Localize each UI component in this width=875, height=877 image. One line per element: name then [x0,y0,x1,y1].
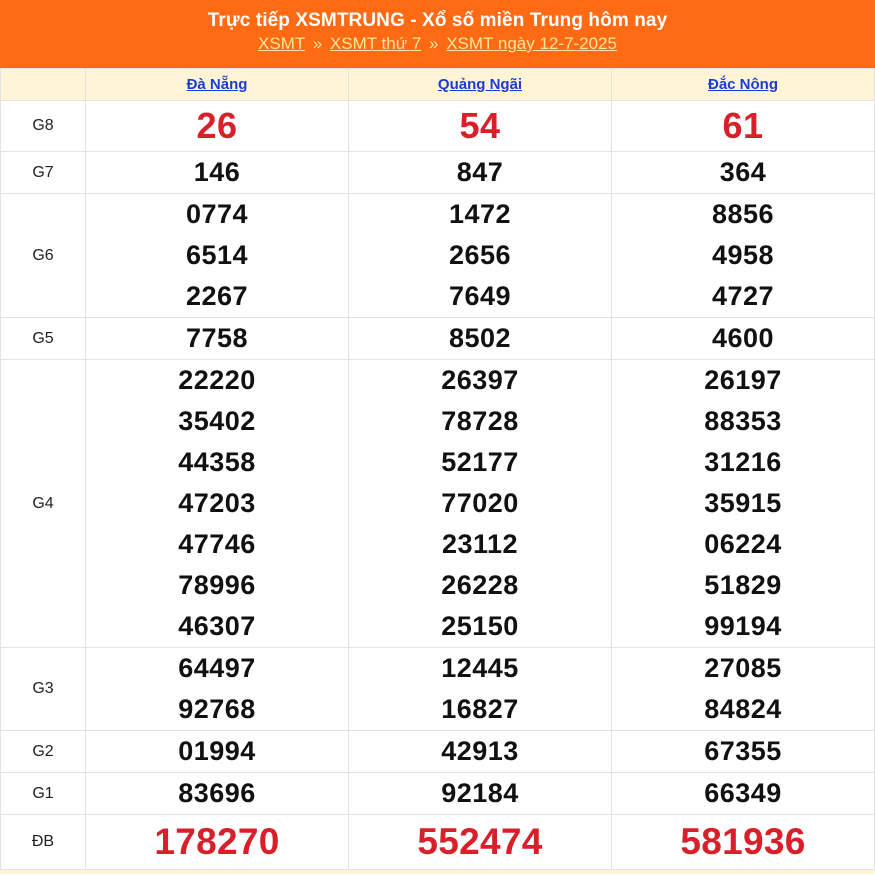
prize-cell [86,194,349,318]
winning-number: 364 [719,157,767,187]
winning-number: 31216 [704,447,782,477]
winning-number: 581936 [680,821,806,862]
province-link-quang-ngai[interactable]: Quảng Ngãi [437,76,523,93]
prize-cell [86,731,349,773]
prize-cell [612,773,875,815]
breadcrumb-separator: » [429,34,439,53]
prize-cell [86,152,349,194]
prize-cell [349,152,612,194]
winning-number: 99194 [704,611,782,641]
prize-cell [349,648,612,731]
winning-number: 26 [196,105,238,146]
winning-number: 92768 [178,694,256,724]
prize-cell [86,360,349,648]
winning-number: 47746 [178,529,256,559]
province-header [86,69,349,101]
winning-number: 16827 [441,694,519,724]
winning-number: 78996 [178,570,256,600]
table-footer-strip [0,870,875,874]
winning-number: 847 [456,157,504,187]
winning-number: 52177 [441,447,519,477]
breadcrumb-link-xsmt-thu-7[interactable]: XSMT thứ 7 [329,34,422,53]
winning-number: 77020 [441,488,519,518]
prize-cell [612,360,875,648]
province-link-da-nang[interactable]: Đà Nẵng [186,76,248,93]
winning-number: 51829 [704,570,782,600]
prize-label: G4 [1,360,86,648]
page-title: Trực tiếp XSMTRUNG - Xổ số miền Trung hôm nay [207,10,668,31]
prize-column-header [1,69,86,101]
winning-number: 83696 [178,778,256,808]
prize-row-g2 [1,731,875,773]
breadcrumb-link-xsmt[interactable]: XSMT [258,34,305,53]
winning-number: 01994 [178,736,256,766]
winning-number: 25150 [441,611,519,641]
winning-number: 61 [722,105,764,146]
page-header [0,0,875,68]
prize-row-g4 [1,360,875,648]
prize-cell [86,318,349,360]
prize-cell [349,773,612,815]
prize-cell [86,648,349,731]
winning-number: 146 [193,157,241,187]
winning-number: 47203 [178,488,256,518]
winning-number: 8502 [448,323,512,353]
prize-row-g7 [1,152,875,194]
prize-row-g1 [1,773,875,815]
prize-row-db [1,815,875,870]
table-header-row [1,69,875,101]
prize-label: G5 [1,318,86,360]
winning-number: 46307 [178,611,256,641]
prize-label: G8 [1,101,86,152]
breadcrumb-link-xsmt-date[interactable]: XSMT ngày 12-7-2025 [446,34,617,53]
winning-number: 06224 [704,529,782,559]
prize-cell [349,318,612,360]
winning-number: 35402 [178,406,256,436]
winning-number: 2656 [448,240,512,270]
prize-cell [349,815,612,870]
breadcrumb [0,33,875,55]
winning-number: 23112 [441,529,519,559]
winning-number: 4958 [711,240,775,270]
prize-label: G2 [1,731,86,773]
winning-number: 1472 [448,199,512,229]
winning-number: 54 [459,105,501,146]
breadcrumb-separator: » [312,34,323,53]
prize-cell [86,101,349,152]
winning-number: 8856 [711,199,775,229]
winning-number: 4727 [711,281,775,311]
prize-rows [1,101,875,870]
winning-number: 7649 [448,281,512,311]
province-link-dac-nong[interactable]: Đắc Nông [707,76,778,93]
prize-cell [612,152,875,194]
winning-number: 27085 [704,653,782,683]
winning-number: 26228 [441,570,519,600]
prize-cell [612,318,875,360]
winning-number: 88353 [704,406,782,436]
prize-row-g5 [1,318,875,360]
winning-number: 26397 [441,365,519,395]
winning-number: 12445 [441,653,519,683]
winning-number: 2267 [185,281,249,311]
prize-cell [612,731,875,773]
winning-number: 44358 [178,447,256,477]
prize-cell [612,194,875,318]
province-header [612,69,875,101]
winning-number: 4600 [711,323,775,353]
prize-row-g3 [1,648,875,731]
prize-label: G7 [1,152,86,194]
prize-label: G3 [1,648,86,731]
prize-label: ĐB [1,815,86,870]
winning-number: 26197 [704,365,782,395]
prize-cell [349,101,612,152]
province-header [349,69,612,101]
winning-number: 552474 [417,821,543,862]
prize-cell [612,101,875,152]
prize-cell [349,194,612,318]
winning-number: 78728 [441,406,519,436]
prize-row-g6 [1,194,875,318]
prize-label: G6 [1,194,86,318]
prize-cell [349,731,612,773]
winning-number: 6514 [185,240,249,270]
prize-cell [86,773,349,815]
prize-cell [612,815,875,870]
winning-number: 64497 [178,653,256,683]
winning-number: 67355 [704,736,782,766]
winning-number: 0774 [185,199,249,229]
winning-number: 35915 [704,488,782,518]
winning-number: 66349 [704,778,782,808]
winning-number: 7758 [185,323,249,353]
prize-cell [86,815,349,870]
winning-number: 178270 [154,821,280,862]
winning-number: 22220 [178,365,256,395]
prize-cell [349,360,612,648]
winning-number: 42913 [441,736,519,766]
prize-row-g8 [1,101,875,152]
prize-cell [612,648,875,731]
winning-number: 84824 [704,694,782,724]
winning-number: 92184 [441,778,519,808]
results-table [0,68,875,870]
prize-label: G1 [1,773,86,815]
